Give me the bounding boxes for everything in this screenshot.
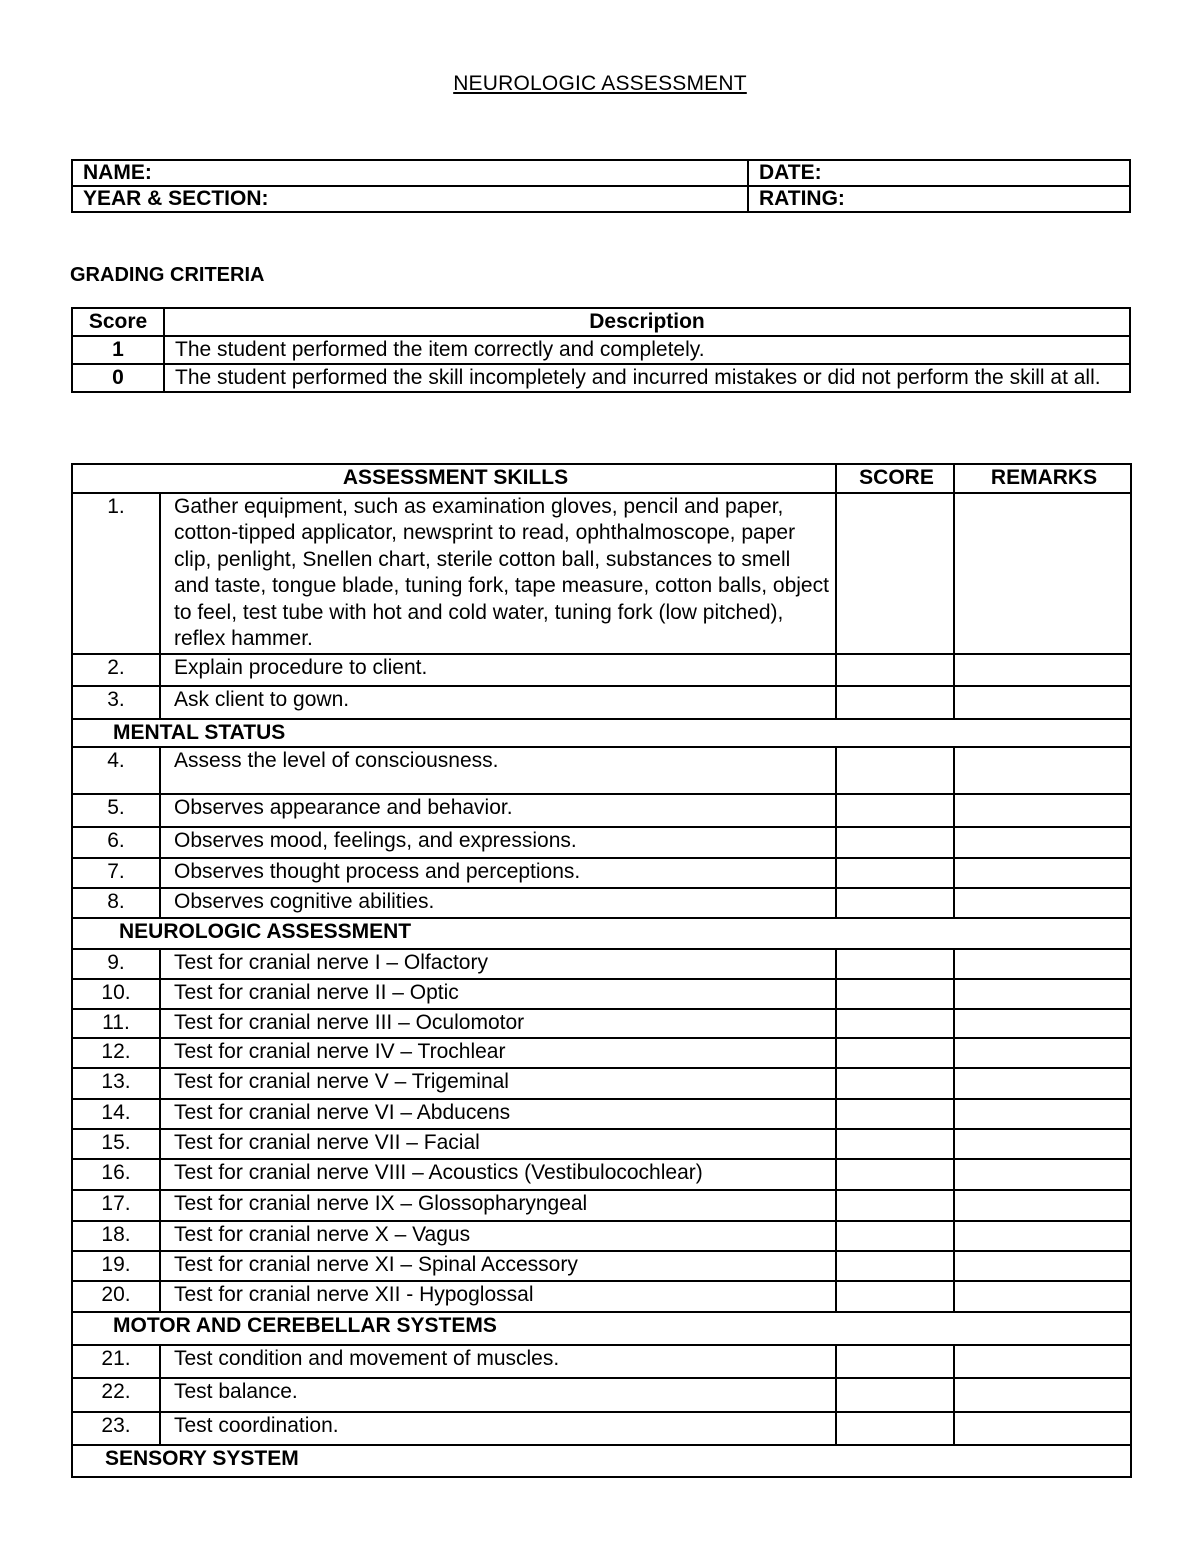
remarks-cell[interactable] [954, 1378, 1131, 1412]
score-cell[interactable] [836, 1221, 954, 1251]
score-cell[interactable] [836, 979, 954, 1009]
section-mental-status: MENTAL STATUS [72, 719, 1131, 748]
date-field[interactable]: DATE: [748, 160, 1130, 186]
score-cell[interactable] [836, 493, 954, 654]
score-cell[interactable] [836, 747, 954, 794]
grading-criteria-heading: GRADING CRITERIA [70, 264, 265, 286]
score-cell[interactable] [836, 1345, 954, 1378]
remarks-cell[interactable] [954, 747, 1131, 794]
skill-text: Test coordination. [160, 1412, 836, 1445]
section-motor-cerebellar: MOTOR AND CEREBELLAR SYSTEMS [72, 1312, 1131, 1345]
skill-number: 19. [72, 1251, 160, 1281]
skill-row [72, 888, 1131, 918]
section-sensory-system: SENSORY SYSTEM [72, 1445, 1131, 1477]
skill-row [72, 1281, 1131, 1312]
skill-text: Observes thought process and perceptions. [160, 858, 836, 888]
skill-number: 22. [72, 1378, 160, 1412]
skill-row [72, 1378, 1131, 1412]
skill-row [72, 686, 1131, 719]
skill-row [72, 1190, 1131, 1221]
grading-row [72, 364, 1130, 392]
student-info-table [71, 159, 1131, 213]
name-field[interactable]: NAME: [72, 160, 748, 186]
skill-row [72, 858, 1131, 888]
skill-text: Test for cranial nerve VI – Abducens [160, 1099, 836, 1129]
page-title: NEUROLOGIC ASSESSMENT [453, 72, 747, 95]
section-row [72, 918, 1131, 949]
skill-row [72, 1159, 1131, 1190]
info-row [72, 160, 1130, 186]
skill-text: Test for cranial nerve X – Vagus [160, 1221, 836, 1251]
remarks-cell[interactable] [954, 794, 1131, 827]
grading-description: The student performed the skill incompletely and incurred mistakes or did not perform the skill at all. [164, 364, 1130, 392]
skill-text: Test for cranial nerve VIII – Acoustics (Vestibulocochlear) [160, 1159, 836, 1190]
remarks-cell[interactable] [954, 654, 1131, 686]
rating-field[interactable]: RATING: [748, 186, 1130, 212]
skill-number: 9. [72, 949, 160, 979]
skill-row [72, 1068, 1131, 1099]
score-cell[interactable] [836, 1129, 954, 1159]
section-row [72, 1445, 1131, 1477]
skill-number: 6. [72, 827, 160, 858]
remarks-cell[interactable] [954, 827, 1131, 858]
skill-row [72, 1221, 1131, 1251]
remarks-cell[interactable] [954, 1099, 1131, 1129]
skills-header-row [72, 464, 1131, 493]
skill-text: Observes mood, feelings, and expressions. [160, 827, 836, 858]
score-cell[interactable] [836, 654, 954, 686]
skill-text: Test for cranial nerve II – Optic [160, 979, 836, 1009]
remarks-cell[interactable] [954, 858, 1131, 888]
remarks-cell[interactable] [954, 1345, 1131, 1378]
skill-text: Assess the level of consciousness. [160, 747, 836, 794]
skill-number: 11. [72, 1009, 160, 1038]
skill-text: Test balance. [160, 1378, 836, 1412]
remarks-cell[interactable] [954, 1281, 1131, 1312]
remarks-cell[interactable] [954, 1129, 1131, 1159]
skill-text: Test for cranial nerve IX – Glossopharyngeal [160, 1190, 836, 1221]
skill-number: 1. [72, 493, 160, 654]
remarks-cell[interactable] [954, 493, 1131, 654]
skill-number: 10. [72, 979, 160, 1009]
score-cell[interactable] [836, 686, 954, 719]
skill-row [72, 493, 1131, 654]
remarks-cell[interactable] [954, 1068, 1131, 1099]
remarks-cell[interactable] [954, 1251, 1131, 1281]
grading-description: The student performed the item correctly and completely. [164, 336, 1130, 364]
skill-number: 13. [72, 1068, 160, 1099]
section-row [72, 1312, 1131, 1345]
skill-number: 14. [72, 1099, 160, 1129]
score-cell[interactable] [836, 827, 954, 858]
skill-number: 17. [72, 1190, 160, 1221]
skill-number: 8. [72, 888, 160, 918]
skill-text: Gather equipment, such as examination gloves, pencil and paper, cotton-tipped applicator, newsprint to read, ophthalmoscope, paper clip, penlight, Snellen chart, sterile cotton ball, substances to smell and taste, tongue blade, tuning fork, tape measure, cotton balls, object to feel, test tube with hot and cold water, tuning fork (low pitched), reflex hammer. [160, 493, 836, 654]
skill-row [72, 1251, 1131, 1281]
score-cell[interactable] [836, 949, 954, 979]
skill-text: Observes cognitive abilities. [160, 888, 836, 918]
skill-row [72, 979, 1131, 1009]
skill-text: Explain procedure to client. [160, 654, 836, 686]
skill-number: 21. [72, 1345, 160, 1378]
skill-text: Test for cranial nerve VII – Facial [160, 1129, 836, 1159]
grading-score-header: Score [72, 308, 164, 336]
score-cell[interactable] [836, 1068, 954, 1099]
skill-number: 12. [72, 1038, 160, 1068]
skill-row [72, 1345, 1131, 1378]
score-cell[interactable] [836, 1159, 954, 1190]
grading-score: 0 [72, 364, 164, 392]
skill-number: 2. [72, 654, 160, 686]
skill-row [72, 654, 1131, 686]
score-cell[interactable] [836, 1378, 954, 1412]
remarks-header: REMARKS [954, 464, 1131, 493]
skill-number: 16. [72, 1159, 160, 1190]
skill-row [72, 1129, 1131, 1159]
skill-row [72, 1412, 1131, 1445]
remarks-cell[interactable] [954, 1221, 1131, 1251]
score-cell[interactable] [836, 794, 954, 827]
skill-number: 23. [72, 1412, 160, 1445]
skill-text: Test condition and movement of muscles. [160, 1345, 836, 1378]
score-cell[interactable] [836, 1281, 954, 1312]
score-cell[interactable] [836, 1038, 954, 1068]
remarks-cell[interactable] [954, 949, 1131, 979]
score-cell[interactable] [836, 888, 954, 918]
skill-text: Test for cranial nerve XI – Spinal Accessory [160, 1251, 836, 1281]
remarks-cell[interactable] [954, 888, 1131, 918]
remarks-cell[interactable] [954, 979, 1131, 1009]
assessment-skills-table [71, 463, 1132, 1478]
year-section-field[interactable]: YEAR & SECTION: [72, 186, 748, 212]
score-header: SCORE [836, 464, 954, 493]
skill-row [72, 1038, 1131, 1068]
score-cell[interactable] [836, 1251, 954, 1281]
skill-text: Test for cranial nerve III – Oculomotor [160, 1009, 836, 1038]
remarks-cell[interactable] [954, 1038, 1131, 1068]
remarks-cell[interactable] [954, 1159, 1131, 1190]
remarks-cell[interactable] [954, 1190, 1131, 1221]
skills-header: ASSESSMENT SKILLS [72, 464, 836, 493]
skill-number: 3. [72, 686, 160, 719]
skill-row [72, 949, 1131, 979]
skill-number: 7. [72, 858, 160, 888]
skill-row [72, 747, 1131, 794]
grading-row [72, 336, 1130, 364]
score-cell[interactable] [836, 1009, 954, 1038]
skill-text: Test for cranial nerve IV – Trochlear [160, 1038, 836, 1068]
skill-text: Observes appearance and behavior. [160, 794, 836, 827]
grading-header-row [72, 308, 1130, 336]
remarks-cell[interactable] [954, 686, 1131, 719]
section-neurologic-assessment: NEUROLOGIC ASSESSMENT [72, 918, 1131, 949]
grading-description-header: Description [164, 308, 1130, 336]
skill-number: 15. [72, 1129, 160, 1159]
grading-criteria-table [71, 307, 1131, 393]
skill-text: Ask client to gown. [160, 686, 836, 719]
skill-row [72, 827, 1131, 858]
skill-row [72, 1099, 1131, 1129]
skill-number: 18. [72, 1221, 160, 1251]
skill-row [72, 1009, 1131, 1038]
score-cell[interactable] [836, 1099, 954, 1129]
skill-number: 20. [72, 1281, 160, 1312]
grading-score: 1 [72, 336, 164, 364]
skill-text: Test for cranial nerve XII - Hypoglossal [160, 1281, 836, 1312]
skill-number: 4. [72, 747, 160, 794]
skill-text: Test for cranial nerve V – Trigeminal [160, 1068, 836, 1099]
skill-row [72, 794, 1131, 827]
skill-text: Test for cranial nerve I – Olfactory [160, 949, 836, 979]
score-cell[interactable] [836, 858, 954, 888]
score-cell[interactable] [836, 1412, 954, 1445]
remarks-cell[interactable] [954, 1009, 1131, 1038]
section-row [72, 719, 1131, 748]
remarks-cell[interactable] [954, 1412, 1131, 1445]
score-cell[interactable] [836, 1190, 954, 1221]
skill-number: 5. [72, 794, 160, 827]
info-row [72, 186, 1130, 212]
